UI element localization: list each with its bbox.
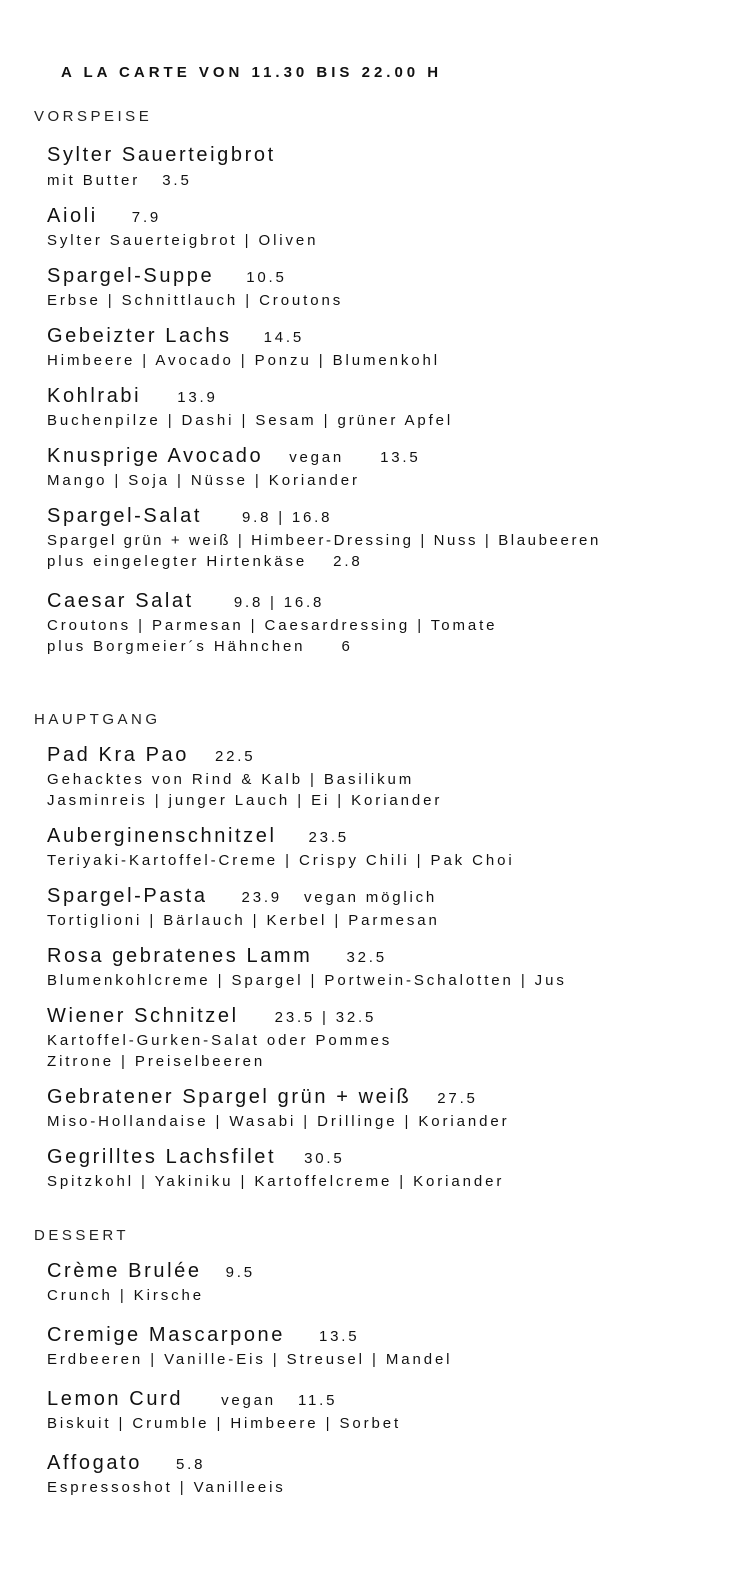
menu-item-name: Spargel-Suppe: [47, 265, 215, 287]
menu-item-name: Lemon Curd: [47, 1388, 184, 1410]
menu-item-description: Tortiglioni | Bärlauch | Kerbel | Parmesan: [47, 912, 440, 929]
menu-item-description: Erdbeeren | Vanille-Eis | Streusel | Mandel: [47, 1351, 453, 1368]
menu-item-extra: [47, 639, 353, 654]
menu-item-heading: [47, 1006, 376, 1026]
menu-item-price: 23.5 | 32.5: [274, 1009, 377, 1026]
menu-item-price: 9.8 | 16.8: [233, 594, 325, 611]
menu-item-name: Gegrilltes Lachsfilet: [47, 1146, 277, 1168]
menu-item-extra-text: plus eingelegter Hirtenkäse: [47, 553, 308, 570]
menu-item-name: Auberginenschnitzel: [47, 825, 277, 847]
menu-item-name: Affogato: [47, 1452, 142, 1474]
menu-item-description: Erbse | Schnittlauch | Croutons: [47, 292, 344, 309]
menu-item-price: 13.5: [319, 1328, 360, 1345]
menu-item-heading: [47, 446, 420, 466]
menu-item-name: Rosa gebratenes Lamm: [47, 945, 313, 967]
menu-item-heading: [47, 946, 387, 966]
menu-item-heading: [47, 1325, 359, 1345]
menu-item-tag: vegan möglich: [303, 889, 438, 906]
menu-item-extra: [47, 554, 363, 569]
menu-item-price: 3.5: [162, 172, 192, 189]
menu-item-heading: [47, 1261, 255, 1281]
menu-item-description-text: mit Butter: [47, 172, 141, 189]
menu-item-heading: [47, 266, 287, 286]
menu-item-description: Crunch | Kirsche: [47, 1287, 205, 1304]
menu-item-name: Cremige Mascarpone: [47, 1324, 285, 1346]
menu-item-description: Teriyaki-Kartoffel-Creme | Crispy Chili | Pak Choi: [47, 852, 515, 869]
menu-item-price: 7.9: [131, 209, 162, 226]
menu-item-price: 27.5: [437, 1090, 478, 1107]
menu-item-name: Gebeizter Lachs: [47, 325, 232, 347]
menu-item-heading: [47, 1087, 478, 1107]
menu-item-heading: [47, 206, 161, 226]
menu-item-description: Croutons | Parmesan | Caesardressing | Tomate: [47, 617, 498, 634]
menu-item-heading: [47, 506, 332, 526]
menu-item-name: Caesar Salat: [47, 590, 194, 612]
menu-item-name: Sylter Sauerteigbrot: [47, 144, 276, 166]
menu-item-heading: [47, 826, 349, 846]
menu-item-price: 9.5: [225, 1264, 255, 1281]
menu-item-name: Wiener Schnitzel: [47, 1005, 239, 1027]
menu-item-price: 30.5: [304, 1150, 345, 1167]
menu-item-description: Gehacktes von Rind & Kalb | Basilikum: [47, 771, 415, 788]
section-title-vorspeise: VORSPEISE: [34, 108, 153, 125]
menu-item-name: Knusprige Avocado: [47, 445, 264, 467]
menu-item-heading: [47, 591, 324, 611]
menu-item-description: Mango | Soja | Nüsse | Koriander: [47, 472, 360, 489]
menu-item-description: Espressoshot | Vanilleeis: [47, 1479, 286, 1496]
page-title: A LA CARTE VON 11.30 BIS 22.00 H: [61, 64, 443, 81]
section-title-dessert: DESSERT: [34, 1227, 130, 1244]
menu-item-heading: [47, 386, 218, 406]
menu-item-description: Himbeere | Avocado | Ponzu | Blumenkohl: [47, 352, 441, 369]
menu-item-description: Biskuit | Crumble | Himbeere | Sorbet: [47, 1415, 402, 1432]
menu-item-price: 23.9: [241, 889, 282, 906]
menu-item-price: 10.5: [246, 269, 287, 286]
menu-item-tag: vegan: [221, 1392, 276, 1409]
menu-item-heading: [47, 745, 255, 765]
menu-item-name: Pad Kra Pao: [47, 744, 190, 766]
section-title-hauptgang: HAUPTGANG: [34, 711, 161, 728]
menu-item-tag: vegan: [289, 449, 345, 466]
menu-item-extra-price: 6: [341, 638, 353, 655]
menu-item-price: 13.5: [380, 449, 421, 466]
menu-item-price: 5.8: [175, 1456, 206, 1473]
menu-item-name: Crème Brulée: [47, 1260, 202, 1282]
menu-item-price: 11.5: [297, 1392, 338, 1409]
menu-item-price: 22.5: [215, 748, 256, 765]
menu-item-description: Spargel grün + weiß | Himbeer-Dressing | Nuss | Blaubeeren: [47, 532, 601, 549]
menu-item-name: Aioli: [47, 205, 98, 227]
menu-item-price: 13.9: [177, 389, 218, 406]
menu-item-name: Kohlrabi: [47, 385, 142, 407]
menu-item-name: Spargel-Salat: [47, 505, 202, 527]
menu-item-description: Buchenpilze | Dashi | Sesam | grüner Apfel: [47, 412, 454, 429]
menu-item-extra-text: plus Borgmeier´s Hähnchen: [47, 638, 306, 655]
menu-item-price: 32.5: [346, 949, 387, 966]
menu-item-price: 9.8 | 16.8: [241, 509, 333, 526]
menu-item-heading: [47, 326, 304, 346]
menu-item-description: Kartoffel-Gurken-Salat oder Pommes: [47, 1032, 393, 1049]
menu-item-description: Jasminreis | junger Lauch | Ei | Koriander: [47, 792, 443, 809]
menu-item-price: 23.5: [308, 829, 349, 846]
menu-item-description: Miso-Hollandaise | Wasabi | Drillinge | Koriander: [47, 1113, 510, 1130]
menu-item-description: Blumenkohlcreme | Spargel | Portwein-Schalotten | Jus: [47, 972, 567, 989]
menu-item-description: Spitzkohl | Yakiniku | Kartoffelcreme | Koriander: [47, 1173, 505, 1190]
menu-item-heading: [47, 886, 437, 906]
menu-item-name: Spargel-Pasta: [47, 885, 208, 907]
menu-item-heading: [47, 1389, 337, 1409]
menu-item-extra-price: 2.8: [333, 553, 363, 570]
menu-item-description: Zitrone | Preiselbeeren: [47, 1053, 266, 1070]
menu-item-description: [47, 173, 192, 188]
menu-item-description: Sylter Sauerteigbrot | Oliven: [47, 232, 319, 249]
menu-item-price: 14.5: [263, 329, 305, 346]
menu-item-heading: [47, 1147, 345, 1167]
menu-item-name: Gebratener Spargel grün + weiß: [47, 1086, 412, 1108]
menu-item-heading: [47, 1453, 205, 1473]
